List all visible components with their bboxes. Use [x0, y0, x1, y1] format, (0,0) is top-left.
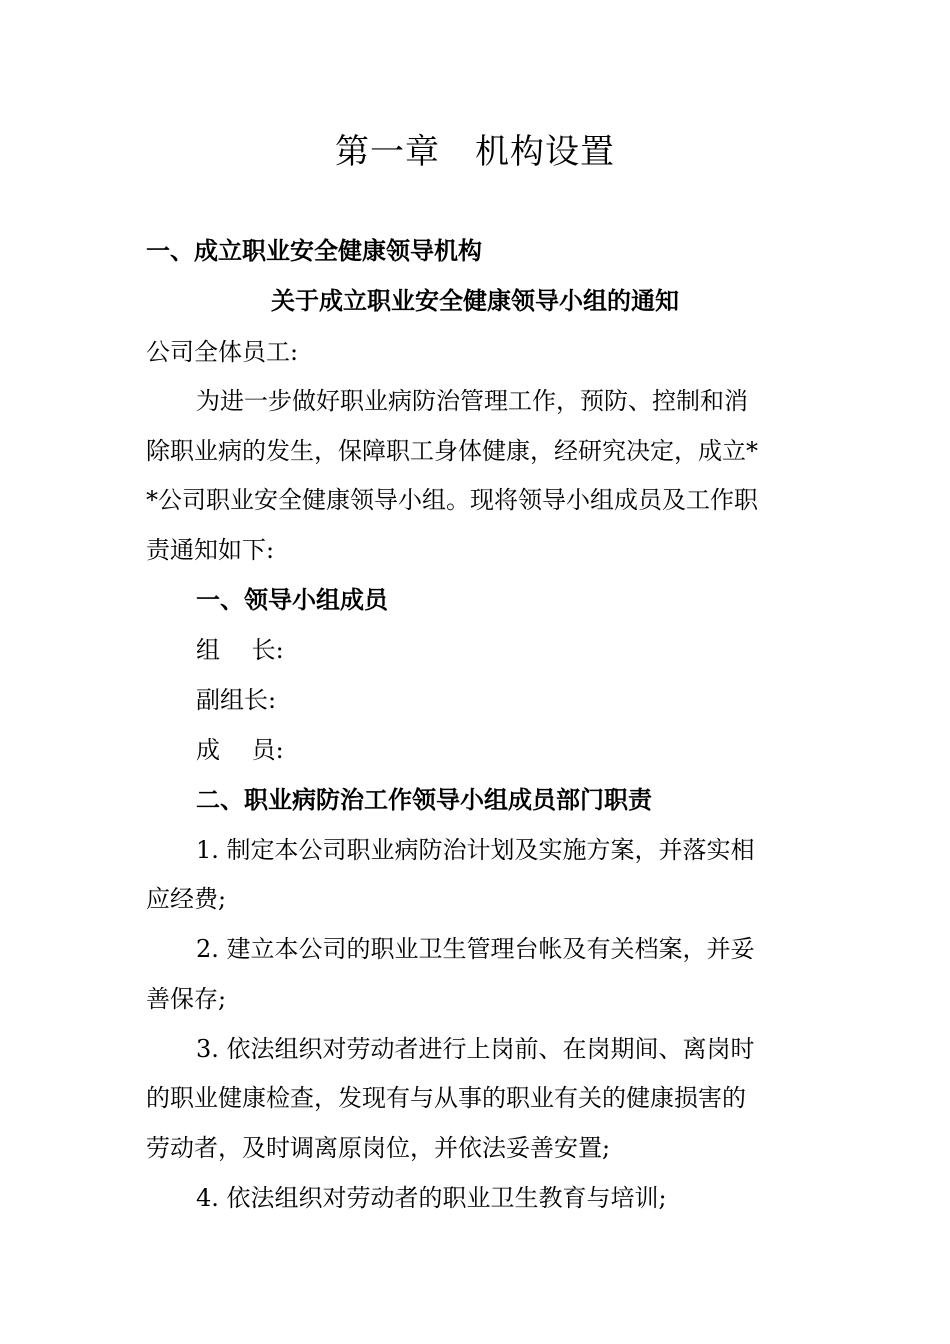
- member-role-deputy: 副组长:: [196, 686, 277, 714]
- chapter-title: 第一章 机构设置: [335, 132, 615, 172]
- duty-line: 3. 依法组织对劳动者进行上岗前、在岗期间、离岗时: [196, 1035, 755, 1063]
- notice-title: 关于成立职业安全健康领导小组的通知: [271, 287, 679, 315]
- duty-line: 善保存;: [146, 985, 227, 1013]
- member-role-members: 成 员:: [196, 736, 284, 764]
- intro-line: 为进一步做好职业病防治管理工作，预防、控制和消: [196, 387, 748, 415]
- salutation: 公司全体员工:: [146, 338, 299, 366]
- intro-line: 除职业病的发生，保障职工身体健康，经研究决定，成立*: [146, 437, 758, 465]
- member-role-leader: 组 长:: [196, 636, 284, 664]
- intro-line: *公司职业安全健康领导小组。现将领导小组成员及工作职: [146, 486, 758, 514]
- duty-line: 4. 依法组织对劳动者的职业卫生教育与培训;: [196, 1184, 667, 1212]
- intro-line: 责通知如下:: [146, 536, 275, 564]
- duty-line: 的职业健康检查，发现有与从事的职业有关的健康损害的: [146, 1084, 746, 1112]
- members-heading: 一、领导小组成员: [196, 586, 388, 614]
- section-heading: 一、成立职业安全健康领导机构: [146, 237, 482, 265]
- duties-heading: 二、职业病防治工作领导小组成员部门职责: [196, 786, 652, 814]
- duty-line: 2. 建立本公司的职业卫生管理台帐及有关档案，并妥: [196, 935, 755, 963]
- duty-line: 1. 制定本公司职业病防治计划及实施方案，并落实相: [196, 836, 755, 864]
- duty-line: 应经费;: [146, 885, 227, 913]
- duty-line: 劳动者，及时调离原岗位，并依法妥善安置;: [146, 1134, 611, 1162]
